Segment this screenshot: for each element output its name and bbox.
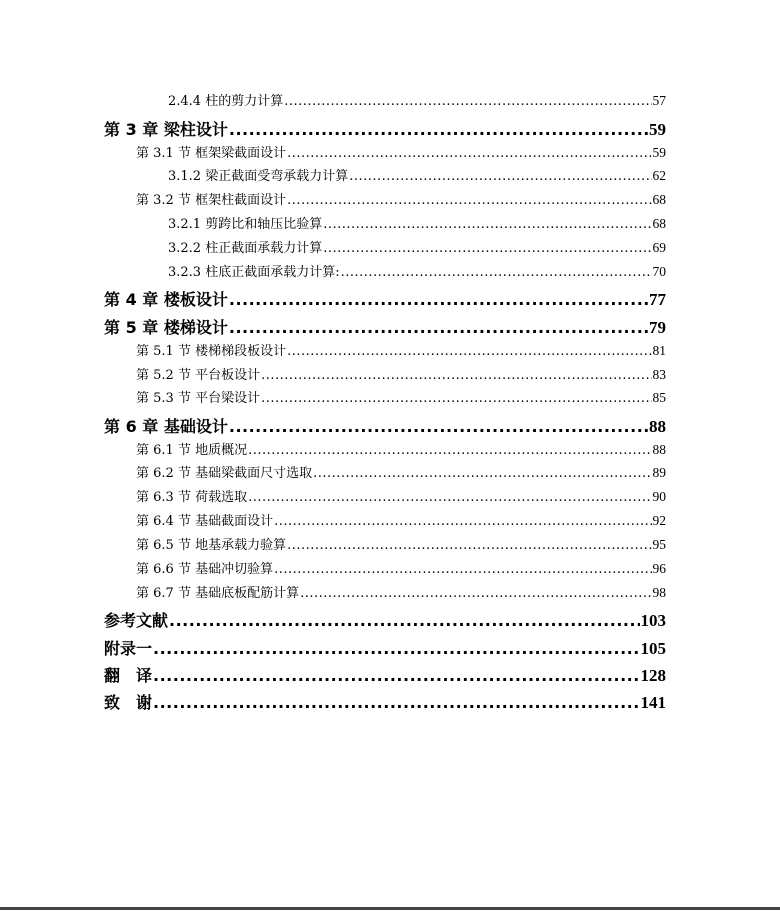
toc-entry-page: 68 bbox=[652, 216, 666, 231]
toc-entry-page: 77 bbox=[649, 290, 666, 309]
toc-entry-page: 90 bbox=[652, 489, 666, 504]
toc-entry[interactable] bbox=[136, 466, 666, 480]
toc-chapter-entry[interactable] bbox=[104, 612, 666, 629]
toc-entry-title: 第 3.1 节 框架梁截面设计 bbox=[136, 146, 287, 161]
toc-entry-title: 翻 译 bbox=[104, 666, 153, 685]
toc-entry-page: 81 bbox=[652, 343, 666, 358]
toc-entry-title: 3.2.3 柱底正截面承载力计算: bbox=[168, 265, 340, 280]
toc-entry[interactable] bbox=[168, 169, 666, 183]
toc-entry-title: 第 6 章 基础设计 bbox=[104, 417, 228, 436]
toc-entry[interactable] bbox=[136, 344, 666, 358]
toc-chapter-entry[interactable] bbox=[104, 667, 666, 684]
toc-entry-title: 第 6.3 节 荷载选取 bbox=[136, 490, 248, 505]
toc-entry[interactable] bbox=[136, 368, 666, 382]
toc-entry-title: 第 5.3 节 平台梁设计 bbox=[136, 391, 261, 406]
toc-entry-title: 2.4.4 柱的剪力计算 bbox=[168, 94, 284, 109]
toc-entry[interactable] bbox=[136, 562, 666, 576]
toc-entry-title: 第 6.7 节 基础底板配筋计算 bbox=[136, 586, 300, 601]
dot-leader bbox=[287, 147, 651, 160]
toc-entry-page: 88 bbox=[649, 417, 666, 436]
toc-entry-page: 83 bbox=[652, 367, 666, 382]
toc-entry-title: 第 6.2 节 基础梁截面尺寸选取 bbox=[136, 466, 313, 481]
toc-entry-title: 3.1.2 梁正截面受弯承载力计算 bbox=[168, 169, 349, 184]
dot-leader bbox=[169, 613, 639, 629]
dot-leader bbox=[248, 444, 651, 457]
dot-leader bbox=[287, 539, 651, 552]
toc-entry-title: 第 4 章 楼板设计 bbox=[104, 290, 228, 309]
dot-leader bbox=[274, 515, 651, 528]
toc-entry-page: 92 bbox=[652, 513, 666, 528]
toc-entry[interactable] bbox=[136, 146, 666, 160]
toc-entry-title: 致 谢 bbox=[104, 693, 153, 712]
dot-leader bbox=[287, 194, 651, 207]
toc-entry-page: 105 bbox=[640, 639, 666, 658]
dot-leader bbox=[229, 419, 648, 435]
toc-entry-title: 第 6.4 节 基础截面设计 bbox=[136, 514, 274, 529]
toc-entry-page: 70 bbox=[652, 264, 666, 279]
dot-leader bbox=[349, 170, 651, 183]
toc-entry[interactable] bbox=[136, 391, 666, 405]
toc-entry-title: 第 6.5 节 地基承载力验算 bbox=[136, 538, 287, 553]
toc-entry-title: 第 6.1 节 地质概况 bbox=[136, 443, 248, 458]
toc-entry-title: 第 3 章 梁柱设计 bbox=[104, 120, 228, 139]
toc-entry-page: 59 bbox=[649, 120, 666, 139]
dot-leader bbox=[274, 563, 651, 576]
toc-entry[interactable] bbox=[168, 94, 666, 108]
toc-entry-page: 85 bbox=[652, 390, 666, 405]
dot-leader bbox=[300, 587, 651, 600]
dot-leader bbox=[229, 292, 648, 308]
toc-entry-page: 57 bbox=[652, 93, 666, 108]
toc-entry-page: 128 bbox=[640, 666, 666, 685]
dot-leader bbox=[153, 668, 639, 684]
toc-entry-page: 141 bbox=[640, 693, 666, 712]
toc-entry-title: 第 5 章 楼梯设计 bbox=[104, 318, 228, 337]
toc-chapter-entry[interactable] bbox=[104, 319, 666, 336]
toc-entry-title: 第 5.1 节 楼梯梯段板设计 bbox=[136, 344, 287, 359]
toc-entry-page: 95 bbox=[652, 537, 666, 552]
toc-entry-title: 3.2.1 剪跨比和轴压比验算 bbox=[168, 217, 323, 232]
dot-leader bbox=[229, 122, 648, 138]
toc-chapter-entry[interactable] bbox=[104, 418, 666, 435]
toc-entry-title: 3.2.2 柱正截面承载力计算 bbox=[168, 241, 323, 256]
toc-entry-page: 62 bbox=[652, 168, 666, 183]
toc-entry[interactable] bbox=[136, 193, 666, 207]
dot-leader bbox=[153, 695, 639, 711]
toc-entry[interactable] bbox=[136, 586, 666, 600]
toc-chapter-entry[interactable] bbox=[104, 694, 666, 711]
toc-entry-page: 79 bbox=[649, 318, 666, 337]
toc-entry-page: 68 bbox=[652, 192, 666, 207]
dot-leader bbox=[287, 345, 651, 358]
toc-chapter-entry[interactable] bbox=[104, 121, 666, 138]
toc-entry[interactable] bbox=[136, 538, 666, 552]
toc-entry-page: 98 bbox=[652, 585, 666, 600]
toc-entry[interactable] bbox=[168, 217, 666, 231]
dot-leader bbox=[341, 266, 652, 279]
page-bottom-edge bbox=[0, 907, 780, 910]
toc-entry-page: 96 bbox=[652, 561, 666, 576]
toc-chapter-entry[interactable] bbox=[104, 291, 666, 308]
dot-leader bbox=[323, 218, 651, 231]
toc-entry[interactable] bbox=[136, 490, 666, 504]
toc-entry-page: 88 bbox=[652, 442, 666, 457]
toc-entry[interactable] bbox=[168, 265, 666, 279]
toc-entry-page: 59 bbox=[652, 145, 666, 160]
toc-entry-page: 69 bbox=[652, 240, 666, 255]
toc-entry-title: 参考文献 bbox=[104, 611, 169, 630]
dot-leader bbox=[261, 369, 651, 382]
dot-leader bbox=[248, 491, 651, 504]
toc-entry[interactable] bbox=[136, 514, 666, 528]
toc-entry-page: 89 bbox=[652, 465, 666, 480]
toc-entry-title: 第 3.2 节 框架柱截面设计 bbox=[136, 193, 287, 208]
dot-leader bbox=[284, 95, 651, 108]
toc-entry-title: 第 5.2 节 平台板设计 bbox=[136, 368, 261, 383]
dot-leader bbox=[229, 320, 648, 336]
toc-entry-page: 103 bbox=[640, 611, 666, 630]
dot-leader bbox=[323, 242, 651, 255]
dot-leader bbox=[261, 392, 651, 405]
dot-leader bbox=[313, 467, 651, 480]
toc-chapter-entry[interactable] bbox=[104, 640, 666, 657]
toc-entry-title: 附录一 bbox=[104, 639, 153, 658]
toc-entry[interactable] bbox=[136, 443, 666, 457]
toc-entry-title: 第 6.6 节 基础冲切验算 bbox=[136, 562, 274, 577]
dot-leader bbox=[153, 641, 639, 657]
toc-entry[interactable] bbox=[168, 241, 666, 255]
